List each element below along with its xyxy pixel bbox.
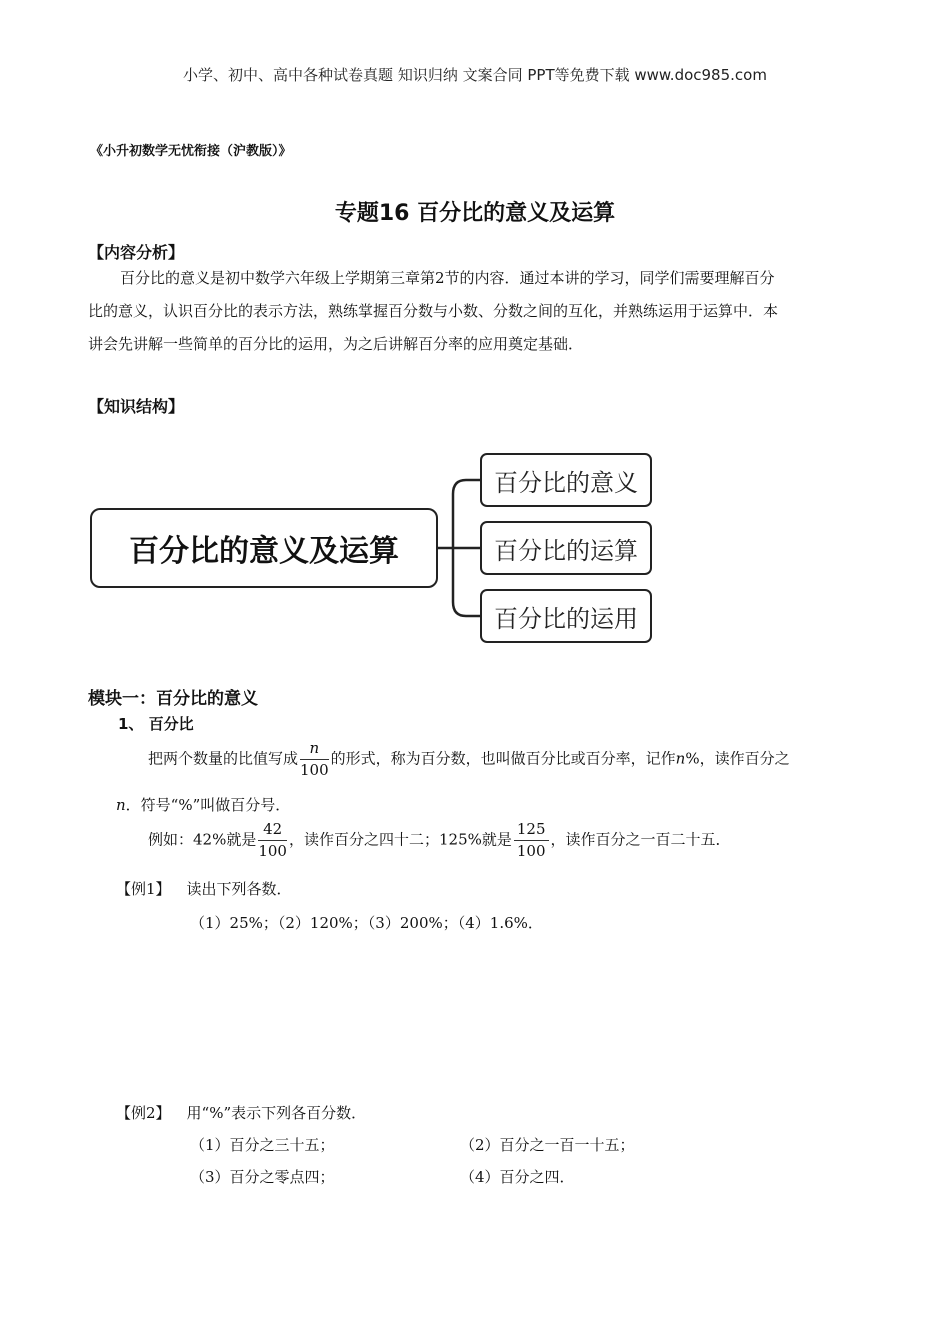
mind-map-branch-meaning: 百分比的意义 [480,453,652,507]
fraction-42-over-100 [258,822,287,859]
module-1-title: 模块一：百分比的意义 [88,689,258,709]
definition-line-1 [148,741,790,778]
example-text-3: ，读作百分之一百二十五． [550,830,731,849]
fraction-125-numerator: 125 [514,822,549,841]
mind-map-branch-operation: 百分比的运算 [480,521,652,575]
example-2-label: 【例2】 [116,1104,171,1122]
knowledge-structure-heading: 【知识结构】 [88,397,185,416]
example-text-1: 例如：42%就是 [148,830,257,849]
example-2-item-1: （1）百分之三十五； [190,1136,335,1154]
example-2-item-4: （4）百分之四． [460,1168,575,1186]
fraction-125-denominator: 100 [516,842,546,860]
example-2-question [116,1102,366,1123]
example-2-item-2: （2）百分之一百一十五； [460,1136,635,1154]
series-title: 《小升初数学无忧衔接（沪教版）》 [90,144,292,159]
definition-text-3: %，读作百分之 [685,749,790,768]
page-title: 专题16 百分比的意义及运算 [334,201,616,226]
definition-line-2-text: ．符号“%”叫做百分号． [125,796,291,814]
fraction-n-over-100 [300,741,329,778]
content-analysis-heading: 【内容分析】 [88,243,185,262]
example-2-item-3: （3）百分之零点四； [190,1168,335,1186]
mind-map-main-node: 百分比的意义及运算 [90,508,438,588]
mind-map-branch-application: 百分比的运用 [480,589,652,643]
variable-n: n [675,749,686,768]
variable-n-2: n [116,796,126,814]
example-1-question [116,878,292,899]
example-1-label: 【例1】 [116,880,171,898]
example-line [148,822,731,859]
example-2-prompt: 用“%”表示下列各百分数． [186,1104,367,1122]
fraction-125-over-100 [514,822,549,859]
definition-line-2 [116,794,290,815]
fraction-42-numerator: 42 [258,822,287,841]
mind-map [88,448,668,658]
fraction-denominator: 100 [300,761,329,779]
content-analysis-line-3: 讲会先讲解一些简单的百分比的运用，为之后讲解百分率的应用奠定基础． [88,335,584,353]
content-analysis-line-1: 百分比的意义是初中数学六年级上学期第三章第2节的内容．通过本讲的学习，同学们需要理解百分 [120,269,775,287]
content-analysis-line-2: 比的意义，认识百分比的表示方法，熟练掌握百分数与小数、分数之间的互化，并熟练运用于运算中．本 [88,302,779,320]
example-text-2: ，读作百分之四十二；125%就是 [288,830,512,849]
fraction-42-denominator: 100 [258,842,287,860]
module-1-subheading: 1、 百分比 [118,715,194,733]
example-1-items: （1）25%；（2）120%；（3）200%；（4）1.6%． [190,914,543,932]
definition-text-2: 的形式，称为百分数，也叫做百分比或百分率，记作 [330,749,676,768]
example-1-prompt: 读出下列各数． [186,880,292,898]
definition-text-1: 把两个数量的比值写成 [148,749,299,768]
page-header: 小学、初中、高中各种试卷真题 知识归纳 文案合同 PPT等免费下载 www.doc985.com [183,66,767,84]
fraction-numerator: n [300,741,329,760]
content-analysis-text [88,262,868,361]
